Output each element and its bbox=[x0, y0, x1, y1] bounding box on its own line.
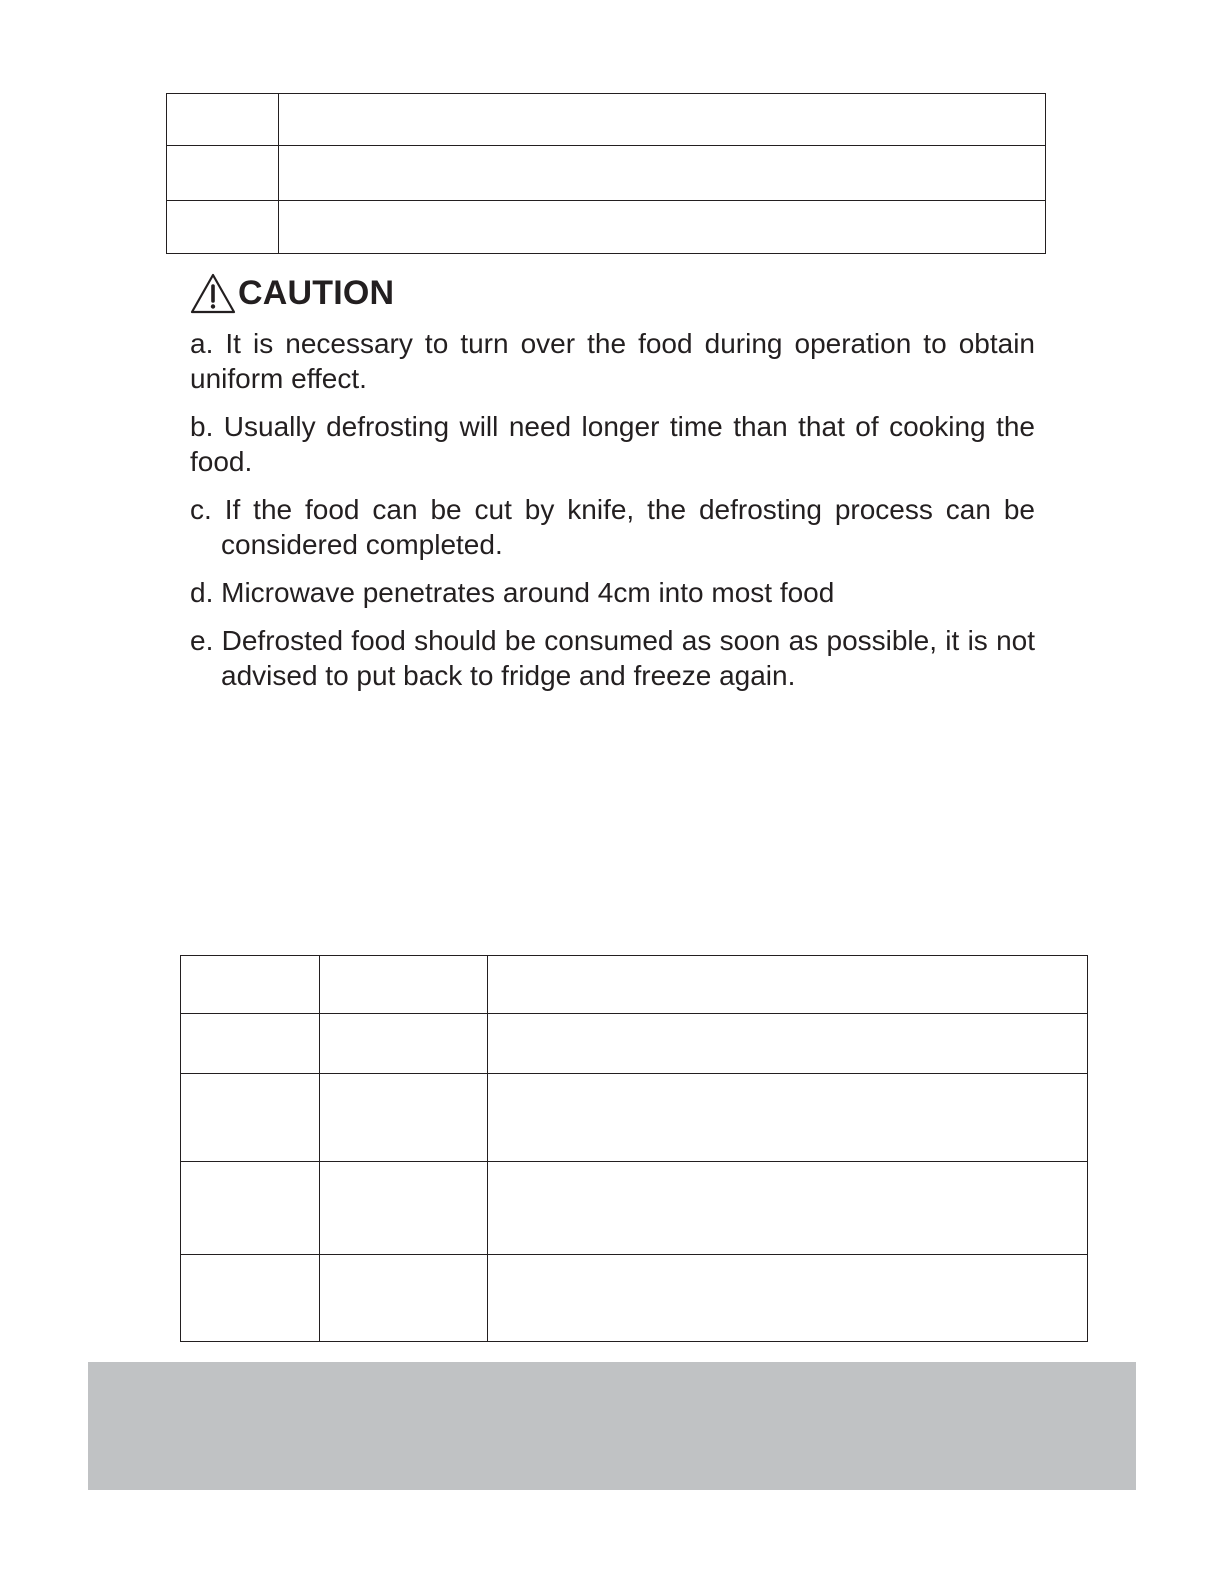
table-cell bbox=[320, 1255, 488, 1342]
table-cell bbox=[279, 201, 1046, 254]
table-cell bbox=[320, 956, 488, 1014]
caution-item-c: c. If the food can be cut by knife, the defrosting process can be considered completed. bbox=[190, 494, 1035, 560]
table-cell bbox=[181, 1162, 320, 1255]
table-row bbox=[181, 1074, 1088, 1162]
caution-item-a: a. It is necessary to turn over the food during operation to obtain uniform effect. bbox=[190, 328, 1035, 394]
table-row bbox=[181, 1162, 1088, 1255]
table-cell bbox=[320, 1162, 488, 1255]
caution-list bbox=[190, 326, 1035, 706]
table-cell bbox=[167, 146, 279, 201]
table-row bbox=[181, 1255, 1088, 1342]
table-cell bbox=[488, 1255, 1088, 1342]
caution-item-b: b. Usually defrosting will need longer time than that of cooking the food. bbox=[190, 411, 1035, 477]
table-cell bbox=[320, 1074, 488, 1162]
table-row bbox=[181, 1014, 1088, 1074]
table-row bbox=[167, 94, 1046, 146]
table-cell bbox=[279, 146, 1046, 201]
bottom-table bbox=[180, 955, 1088, 1342]
table-row bbox=[181, 956, 1088, 1014]
table-row bbox=[167, 146, 1046, 201]
gray-footer-band bbox=[88, 1362, 1136, 1490]
table-cell bbox=[279, 94, 1046, 146]
table-cell bbox=[167, 201, 279, 254]
table-cell bbox=[181, 1014, 320, 1074]
caution-title: CAUTION bbox=[238, 273, 395, 312]
table-cell bbox=[320, 1014, 488, 1074]
table-cell bbox=[488, 1014, 1088, 1074]
warning-triangle-icon bbox=[190, 272, 236, 314]
caution-item-e: e. Defrosted food should be consumed as soon as possible, it is not advised to put back to fridge and freeze again. bbox=[190, 625, 1035, 691]
caution-item-d: d. Microwave penetrates around 4cm into most food bbox=[190, 577, 835, 608]
table-cell bbox=[167, 94, 279, 146]
table-cell bbox=[181, 1255, 320, 1342]
table-cell bbox=[181, 956, 320, 1014]
table-row bbox=[167, 201, 1046, 254]
caution-heading bbox=[190, 271, 394, 315]
top-table bbox=[166, 93, 1046, 254]
table-cell bbox=[488, 956, 1088, 1014]
table-cell bbox=[181, 1074, 320, 1162]
table-cell bbox=[488, 1074, 1088, 1162]
table-cell bbox=[488, 1162, 1088, 1255]
